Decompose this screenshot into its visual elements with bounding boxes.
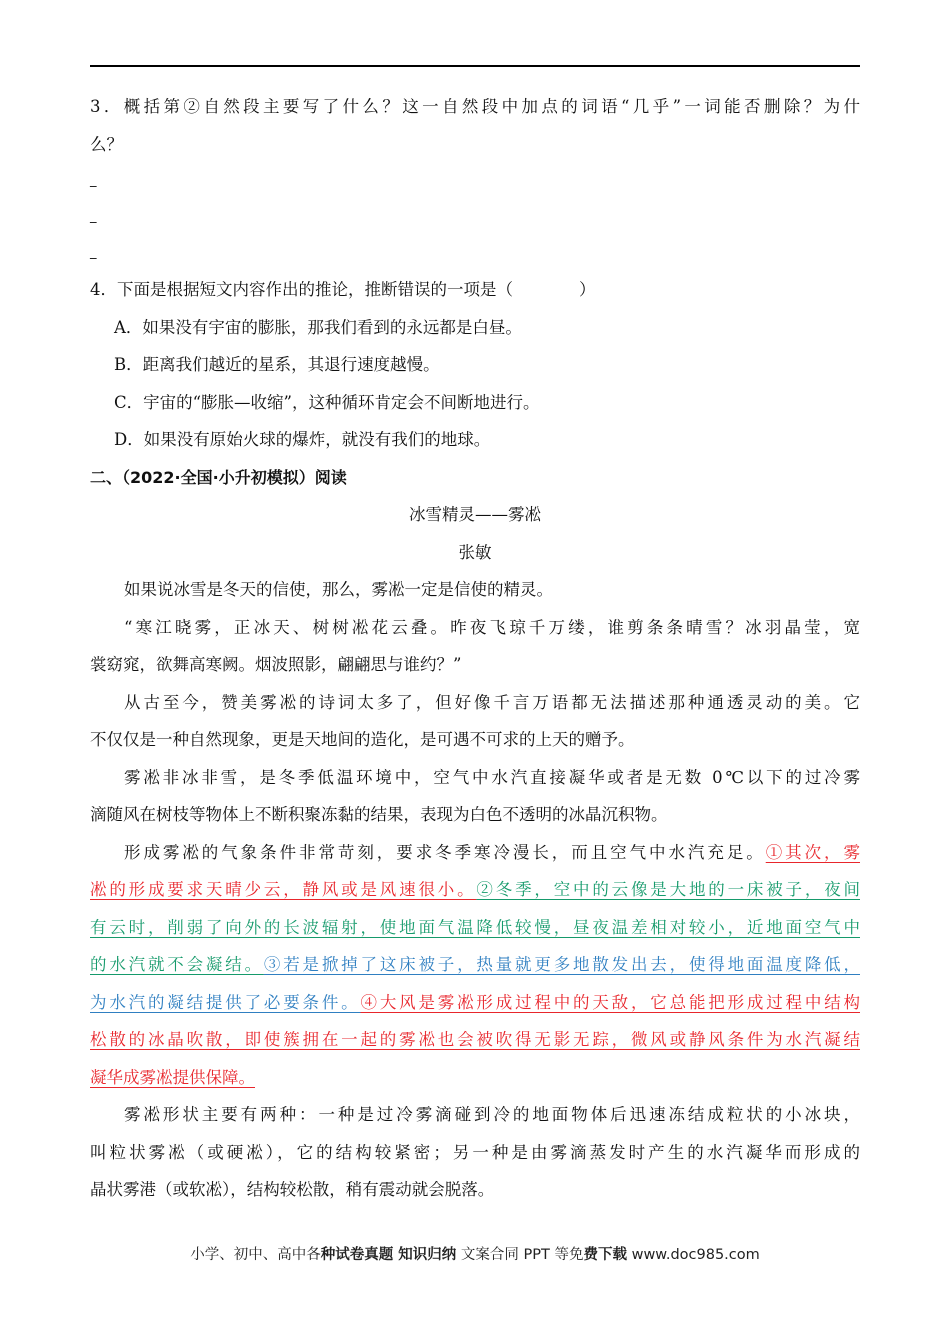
highlight-sentence-4-cont: 松散的冰晶吹散，即使簇拥在一起的雾凇也会被吹得无影无踪，微风或静风条件为水汽凝结 xyxy=(90,1030,860,1049)
footer-text-5: 费下载 xyxy=(583,1247,627,1263)
paragraph-6-line-1: 雾凇形状主要有两种：一种是过冷雾滴碰到冷的地面物体后迅速冻结成粒状的小冰块， xyxy=(124,1105,860,1124)
paragraph-4-line-1: 雾凇非冰非雪，是冬季低温环境中，空气中水汽直接凝华或者是无数 0℃以下的过冷雾 xyxy=(124,767,860,787)
q4-option-d: D．如果没有原始火球的爆炸，就没有我们的地球。 xyxy=(114,430,491,449)
footer-text-4: 文案合同 PPT 等免 xyxy=(456,1247,584,1263)
highlight-sentence-3-cont: 为水汽的凝结提供了必要条件。 xyxy=(90,992,361,1012)
paragraph-5-line-3 xyxy=(90,909,860,947)
highlight-sentence-2: ②冬季，空中的云像是大地的一床被子，夜间 xyxy=(476,880,860,899)
footer-text-1: 小学、初中、高中各 xyxy=(190,1247,321,1263)
paragraph-5-line-6 xyxy=(90,1021,860,1059)
footer-text-2: 种试卷真题 xyxy=(320,1247,394,1263)
footer-banner xyxy=(0,1243,950,1264)
article-title: 冰雪精灵——雾凇 xyxy=(409,505,541,524)
q3-line-1: 3．概括第②自然段主要写了什么？这一自然段中加点的词语“几乎”一词能否删除？为什 xyxy=(90,97,860,116)
highlight-sentence-4: ④大风是雾凇形成过程中的天敌，它总能把形成过程中结构 xyxy=(360,992,860,1012)
q4-stem: 4．下面是根据短文内容作出的推论，推断错误的一项是（ ） xyxy=(90,280,596,299)
footer-link[interactable]: www.doc985.com xyxy=(626,1247,760,1263)
highlight-sentence-3: ③若是掀掉了这床被子，热量就更多地散发出去，使得地面温度降低， xyxy=(263,955,860,974)
header-rule xyxy=(90,65,860,67)
paragraph-1: 如果说冰雪是冬天的信使，那么，雾凇一定是信使的精灵。 xyxy=(124,580,553,599)
p5-plain-text: 形成雾凇的气象条件非常苛刻，要求冬季寒冷漫长，而且空气中水汽充足。 xyxy=(124,842,766,862)
paragraph-5-line-5 xyxy=(90,984,860,1022)
paragraph-6-line-2: 叫粒状雾凇（或硬凇），它的结构较紧密；另一种是由雾滴蒸发时产生的水汽凝华而形成的 xyxy=(90,1142,860,1162)
answer-blank-3[interactable]: _ xyxy=(90,245,97,260)
section-heading: 二、（2022·全国·小升初模拟）阅读 xyxy=(90,467,347,487)
paragraph-2-line-2: 裳窈窕，欲舞高寒阙。烟波照影，翩翩思与谁约？” xyxy=(90,655,462,674)
paragraph-3-line-2: 不仅仅是一种自然现象，更是天地间的造化，是可遇不可求的上天的赠予。 xyxy=(90,730,635,749)
paragraph-3-line-1: 从古至今，赞美雾凇的诗词太多了，但好像千言万语都无法描述那种通透灵动的美。它 xyxy=(124,692,860,712)
highlight-sentence-2-cont: 有云时，削弱了向外的长波辐射，使地面气温降低较慢，昼夜温差相对较小，近地面空气中 xyxy=(90,917,860,937)
paragraph-6-line-3: 晶状雾港（或软凇），结构较松散，稍有震动就会脱落。 xyxy=(90,1180,495,1199)
paragraph-2-line-1: “寒江晓雾，正冰天、树树凇花云叠。昨夜飞琼千万缕，谁剪条条晴雪？冰羽晶莹，宽 xyxy=(124,617,860,637)
footer-text-3: 知识归纳 xyxy=(393,1247,457,1263)
paragraph-5-line-1 xyxy=(90,834,860,872)
q3-line-2: 么？ xyxy=(90,134,123,154)
q4-option-b: B．距离我们越近的星系，其退行速度越慢。 xyxy=(114,355,440,374)
paragraph-4-line-2: 滴随风在树枝等物体上不断积聚冻黏的结果，表现为白色不透明的冰晶沉积物。 xyxy=(90,805,668,824)
document-body xyxy=(90,88,860,1209)
answer-blank-1[interactable]: _ xyxy=(90,173,97,188)
paragraph-5-line-4 xyxy=(90,946,860,984)
article-author: 张敏 xyxy=(458,542,492,562)
highlight-sentence-1-cont: 凇的形成要求天晴少云，静风或是风速很小。 xyxy=(90,880,477,899)
highlight-sentence-2-end: 的水汽就不会凝结。 xyxy=(90,955,264,974)
highlight-sentence-4-end: 凝华成雾凇提供保障。 xyxy=(90,1067,255,1087)
q4-option-a: A．如果没有宇宙的膨胀，那我们看到的永远都是白昼。 xyxy=(114,317,522,337)
highlight-sentence-1: ①其次，雾 xyxy=(765,842,860,862)
paragraph-5-line-2 xyxy=(90,871,860,909)
q4-option-c: C．宇宙的“膨胀—收缩”，这种循环肯定会不间断地进行。 xyxy=(114,392,540,412)
answer-blank-2[interactable]: _ xyxy=(90,209,97,224)
paragraph-5-line-7 xyxy=(90,1059,860,1097)
